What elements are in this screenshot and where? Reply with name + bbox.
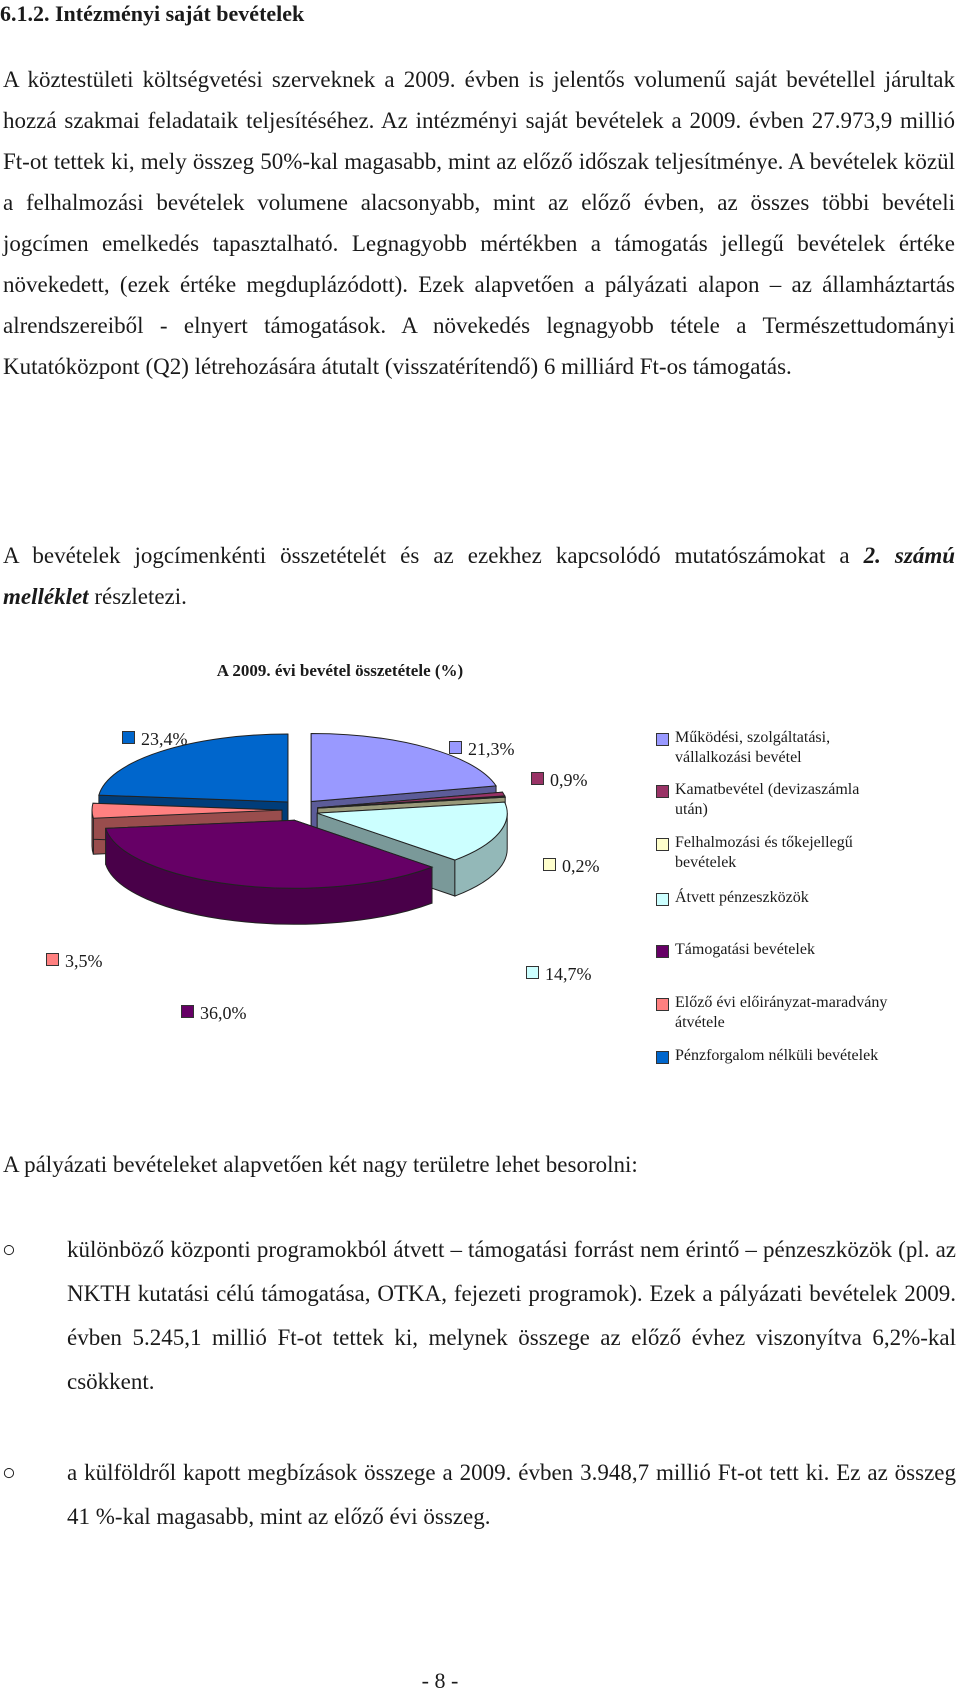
legend-label: Kamatbevétel (devizaszámla után) — [675, 781, 860, 818]
legend-swatch — [656, 998, 669, 1011]
legend-item — [656, 1046, 896, 1066]
legend-label: Előző évi előirányzat-maradvány átvétele — [675, 994, 888, 1031]
label-swatch — [543, 858, 556, 871]
legend-swatch — [656, 785, 669, 798]
legend-swatch — [656, 733, 669, 746]
annex-reference: 2. számú melléklet — [3, 543, 956, 609]
bullet-marker: ○ — [2, 1237, 16, 1262]
legend-label: Pénzforgalom nélküli bevételek — [675, 1047, 879, 1064]
label-value: 23,4% — [141, 729, 188, 749]
legend-swatch — [656, 1051, 669, 1064]
label-value: 0,9% — [550, 770, 588, 790]
data-label — [543, 855, 600, 877]
page-number: - 8 - — [421, 1668, 459, 1693]
bullet-marker: ○ — [2, 1460, 16, 1485]
list-item-text: a külföldről kapott megbízások összege a 2009. évben 3.948,7 millió Ft-ot tett ki. Ez az összeg 41 %-kal magasabb, mint az előző évi összeg. — [67, 1460, 956, 1529]
legend-label: Felhalmozási és tőkejellegű bevételek — [675, 834, 853, 871]
label-value: 0,2% — [562, 856, 600, 876]
chart-title: A 2009. évi bevétel összetétele (%) — [216, 661, 464, 680]
label-swatch — [122, 731, 135, 744]
label-swatch — [449, 741, 462, 754]
label-swatch — [181, 1005, 194, 1018]
legend-swatch — [656, 838, 669, 851]
legend-item — [656, 888, 896, 908]
legend-label: Átvett pénzeszközök — [675, 889, 809, 906]
intro-paragraph: A köztestületi költségvetési szerveknek a 2009. évben is jelentős volumenű saját bevétellel járultak hozzá szakmai feladataik teljesítéséhez. Az intézményi saját bevételek a 2009. évben 27.973,9 millió Ft-ot tettek ki, mely összeg 50%-kal magasabb, mint az előző időszak teljesítménye. A bevételek közül a felhalmozási bevételek volumene alacsonyabb, mint az előző évben, az összes többi bevételi jogcímen emelkedés tapasztalható. Legnagyobb mértékben a támogatás jellegű bevételek értéke növekedett, (ezek értéke megduplázódott). Ezek alapvetően a pályázati alapon – az államháztartás alrendszereiből - elnyert támogatások. A növekedés legnagyobb tétele a Természettudományi Kutatóközpont (Q2) létrehozására átutalt (visszatérítendő) 6 milliárd Ft-os támogatás. — [3, 67, 955, 379]
reference-paragraph — [3, 535, 955, 617]
label-value: 3,5% — [65, 951, 103, 971]
legend-item — [656, 833, 896, 873]
list-item-text: különböző központi programokból átvett – támogatási forrást nem érintő – pénzeszközök (pl. az NKTH kutatási célú támogatása, OTKA, fejezeti programok). Ezek a pályázati bevételek 2009. évben 5.245,1 millió Ft-ot tettek ki, melynek összege az előző évhez viszonyítva 6,2%-kal csökkent. — [67, 1237, 956, 1394]
data-label — [181, 1002, 247, 1024]
label-swatch — [531, 772, 544, 785]
data-label — [449, 738, 515, 760]
label-value: 36,0% — [200, 1003, 247, 1023]
data-label — [122, 728, 188, 750]
legend-item — [656, 940, 896, 960]
legend-item — [656, 780, 896, 820]
legend-swatch — [656, 945, 669, 958]
label-value: 14,7% — [545, 964, 592, 984]
section-heading: 6.1.2. Intézményi saját bevételek — [0, 1, 305, 26]
label-swatch — [526, 966, 539, 979]
legend-label: Működési, szolgáltatási, vállalkozási bevétel — [675, 729, 831, 766]
categories-intro: A pályázati bevételeket alapvetően két nagy területre lehet besorolni: — [3, 1152, 638, 1177]
legend-item — [656, 728, 896, 768]
data-label — [531, 769, 588, 791]
data-label — [46, 950, 103, 972]
reference-text-before: A bevételek jogcímenkénti összetételét és az ezekhez kapcsolódó mutatószámokat a — [3, 543, 864, 568]
legend-label: Támogatási bevételek — [675, 941, 815, 958]
reference-text-after: részletezi. — [88, 584, 187, 609]
label-swatch — [46, 953, 59, 966]
legend-item — [656, 993, 896, 1033]
legend-swatch — [656, 893, 669, 906]
label-value: 21,3% — [468, 739, 515, 759]
data-label — [526, 963, 592, 985]
